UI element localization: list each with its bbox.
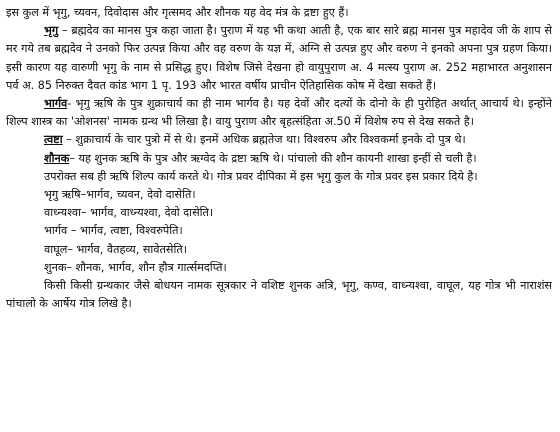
tvashta-paragraph [6,131,552,149]
gotra-line-shunak: शुनक– शौनक, भार्गव, शौन हौत्र गार्त्समदप्ति। [44,260,227,274]
shaunak-paragraph [6,150,552,168]
bhargava-term: भार्गव [44,97,68,111]
intro-text: इस कुल में भृगु, च्यवन, दिवोदास और गृत्समद और शौनक यह वेद मंत्र के द्रष्टा हुए हैं। [6,6,349,19]
conclusion-paragraph [6,168,552,186]
tvashta-term: त्वष्टा [44,133,63,147]
gotra-pravar-list [6,186,552,277]
shaunak-term: शौनक [44,151,70,165]
bhargava-text: - भृगु ऋषि के पुत्र शुक्राचार्य का ही नाम भार्गव है। यह देवों और दत्यों के दोनो के ही पुरोहित अर्थात् आचार्य थे। इन्होंने शिल्प शास्त्र का 'ओशनस' नामक ग्रन्थ भी लिखा है। वायु पुराण और बृहत्संहिता अ.50 में विशेष रुप से देख सकते है। [6,97,552,129]
gotra-line-bhargava: भार्गव – भार्गव, त्वष्टा, विश्वरुपेति। [44,224,183,238]
intro-paragraph [6,4,552,22]
shaunak-text: – यह शुनक ऋषि के पुत्र और ऋग्वेद के द्रष्टा ऋषि थे। पांचालो की शौन कायनी शाखा इन्हीं से चली है। [69,151,477,165]
gotra-line-bhrigu: भृगु ऋषि–भार्गव, च्यवन, देवो दासेति। [44,188,196,202]
gotra-line-vadhul: वाघूल– भार्गव, वैतहव्य, सावेतसेति। [44,242,187,256]
bhrigu-term: भृगु [44,24,59,38]
tvashta-text: – शुक्राचार्य के चार पुत्रो में से थे। इनमें अधिक ब्रह्मतेज था। विश्वरुप और विश्वकर्मा इनके दो पुत्र थे। [62,133,466,147]
closing-text: किसी किसी ग्रन्थकार जैसे बोधयन नामक सूत्रकार ने वशिष्ट शुनक अत्रि, भृगु, कण्व, वाध्न्यश्वा, वाघूल, यह गोत्र भी नाराशंस पांचालो के आर्षेय गोत्र लिखे है। [6,279,552,311]
bhrigu-text: – ब्रह्मदेव का मानस पुत्र कहा जाता है। पुराण में यह भी कथा आती है, एक बार सारे ब्रह्म मानस पुत्र महादेव जी के शाप से मर गये तब ब्रह्मदेव ने उनको फिर उत्पन्न किया और वह वरुण के यज्ञ में, अग्नि से उत्पन्न हुए और वरुण ने इनको अपना पुत्र ग्रहण किया। इसी कारण यह वारुणी भृगु के नाम से प्रसिद्ध हुए। विशेष जिसे देखना हो वायुपुराण अ. 4 मत्स्य पुराण अ. 252 महाभारत अनुशासन पर्व अ. 85 निरुक्त दैवत कांड भाग 1 पृ. 193 और भारत वर्षीय प्राचीन ऐतिहासिक कोष में देखा सकते हैं। [6,24,552,92]
closing-paragraph [6,277,552,313]
conclusion-text: उपरोक्त सब ही ऋषि शिल्प कार्य करते थे। गोत्र प्रवर दीपिका में इस भृगु कुल के गोत्र प्रवर इस प्रकार दिये है। [44,169,478,183]
bhrigu-paragraph [6,22,552,95]
bhargava-paragraph [6,95,552,131]
gotra-line-vadhryashva: वाध्न्यश्वा– भार्गव, वाध्न्यश्वा, देवो दासेति। [44,206,214,220]
